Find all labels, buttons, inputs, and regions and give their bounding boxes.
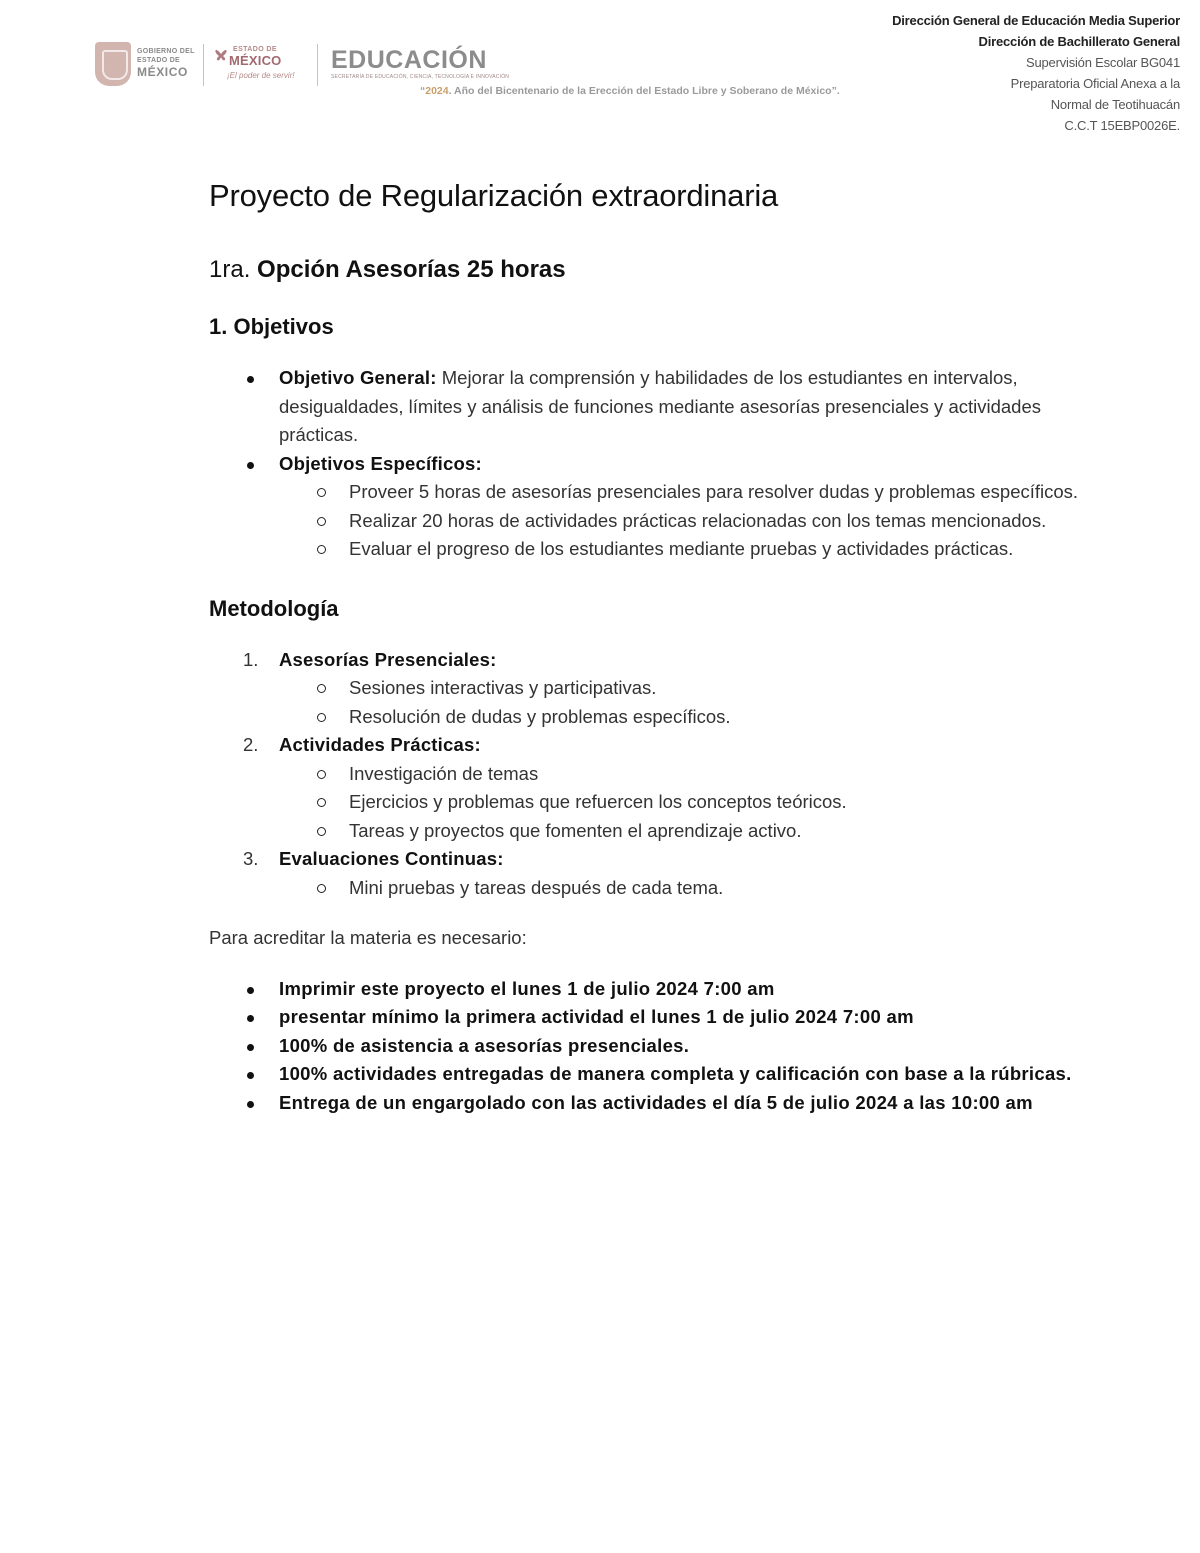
- methodology-heading: Metodología: [209, 595, 339, 621]
- list-item: 1. Asesorías Presenciales: Sesiones interactivas y participativas. Resolución de dudas y problemas específicos.: [209, 646, 1079, 732]
- educacion-logo: EDUCACIÓN: [331, 46, 487, 74]
- option-heading: 1ra. Opción Asesorías 25 horas: [209, 256, 566, 283]
- year-motto: “2024. Año del Bicentenario de la Erección del Estado Libre y Soberano de México”.: [420, 85, 840, 97]
- logo-divider: [203, 44, 204, 86]
- circle-bullet-icon: [317, 488, 326, 497]
- bullet-icon: [247, 1072, 254, 1079]
- list-item: 2. Actividades Prácticas: Investigación de temas Ejercicios y problemas que refuercen los conceptos teóricos. Tareas y proyectos que fomenten el aprendizaje activo.: [209, 731, 1079, 845]
- bullet-icon: [247, 1015, 254, 1022]
- objectives-list: [209, 364, 1079, 564]
- list-item: 100% de asistencia a asesorías presenciales.: [209, 1032, 1079, 1061]
- educacion-subtitle: SECRETARÍA DE EDUCACIÓN, CIENCIA, TECNOLOGÍA E INNOVACIÓN: [331, 74, 510, 80]
- list-item: Objetivos Específicos: Proveer 5 horas de asesorías presenciales para resolver dudas y problemas específicos. Realizar 20 horas de actividades prácticas relacionadas con los temas mencionados. Evaluar el progreso de los estudiantes mediante pruebas y actividades prácticas.: [209, 450, 1079, 564]
- list-item: Resolución de dudas y problemas específicos.: [209, 703, 1079, 732]
- list-item: Imprimir este proyecto el lunes 1 de julio 2024 7:00 am: [209, 975, 1079, 1004]
- bullet-icon: [247, 376, 254, 383]
- objectives-heading: 1. Objetivos: [209, 314, 334, 339]
- list-item: 100% actividades entregadas de manera completa y calificación con base a la rúbricas.: [209, 1060, 1079, 1089]
- list-item: Proveer 5 horas de asesorías presenciales para resolver dudas y problemas específicos.: [209, 478, 1079, 507]
- list-item: presentar mínimo la primera actividad el lunes 1 de julio 2024 7:00 am: [209, 1003, 1079, 1032]
- estado-de-mexico-logo: ESTADO DE MÉXICO ¡El poder de servir!: [213, 42, 303, 86]
- list-item: Evaluar el progreso de los estudiantes mediante pruebas y actividades prácticas.: [209, 535, 1079, 564]
- circle-bullet-icon: [317, 770, 326, 779]
- logo-divider: [317, 44, 318, 86]
- bullet-icon: [247, 1044, 254, 1051]
- requirements-intro: Para acreditar la materia es necesario:: [209, 927, 527, 948]
- circle-bullet-icon: [317, 884, 326, 893]
- list-item: Mini pruebas y tareas después de cada tema.: [209, 874, 1079, 903]
- list-item: Ejercicios y problemas que refuercen los conceptos teóricos.: [209, 788, 1079, 817]
- list-item: Realizar 20 horas de actividades prácticas relacionadas con los temas mencionados.: [209, 507, 1079, 536]
- circle-bullet-icon: [317, 684, 326, 693]
- bullet-icon: [247, 987, 254, 994]
- institution-info: Dirección General de Educación Media Superior Dirección de Bachillerato General Supervisión Escolar BG041 Preparatoria Oficial Anexa a la Normal de Teotihuacán C.C.T 15EBP0026E.: [892, 13, 1180, 133]
- letterhead: [0, 0, 1200, 140]
- list-item: Sesiones interactivas y participativas.: [209, 674, 1079, 703]
- document-title: Proyecto de Regularización extraordinaria: [209, 178, 779, 213]
- state-seal-icon: [95, 42, 131, 86]
- circle-bullet-icon: [317, 517, 326, 526]
- list-item: Tareas y proyectos que fomenten el aprendizaje activo.: [209, 817, 1079, 846]
- methodology-list: [209, 646, 1079, 903]
- specific-objectives-list: [279, 478, 1079, 564]
- circle-bullet-icon: [317, 545, 326, 554]
- list-item: Entrega de un engargolado con las actividades el día 5 de julio 2024 a las 10:00 am: [209, 1089, 1079, 1118]
- requirements-list: [209, 975, 1079, 1118]
- list-item: Investigación de temas: [209, 760, 1079, 789]
- bullet-icon: [247, 462, 254, 469]
- butterfly-icon: [213, 44, 229, 64]
- gobierno-estado-mexico-logo: GOBIERNO DEL ESTADO DE MÉXICO: [137, 48, 195, 79]
- document-body: [209, 170, 1079, 1117]
- circle-bullet-icon: [317, 798, 326, 807]
- list-item: Objetivo General: Mejorar la comprensión y habilidades de los estudiantes en intervalos, desigualdades, límites y análisis de funciones mediante asesorías presenciales y actividades prácticas.: [209, 364, 1079, 450]
- circle-bullet-icon: [317, 827, 326, 836]
- list-item: 3. Evaluaciones Continuas: Mini pruebas y tareas después de cada tema.: [209, 845, 1079, 902]
- bullet-icon: [247, 1101, 254, 1108]
- circle-bullet-icon: [317, 713, 326, 722]
